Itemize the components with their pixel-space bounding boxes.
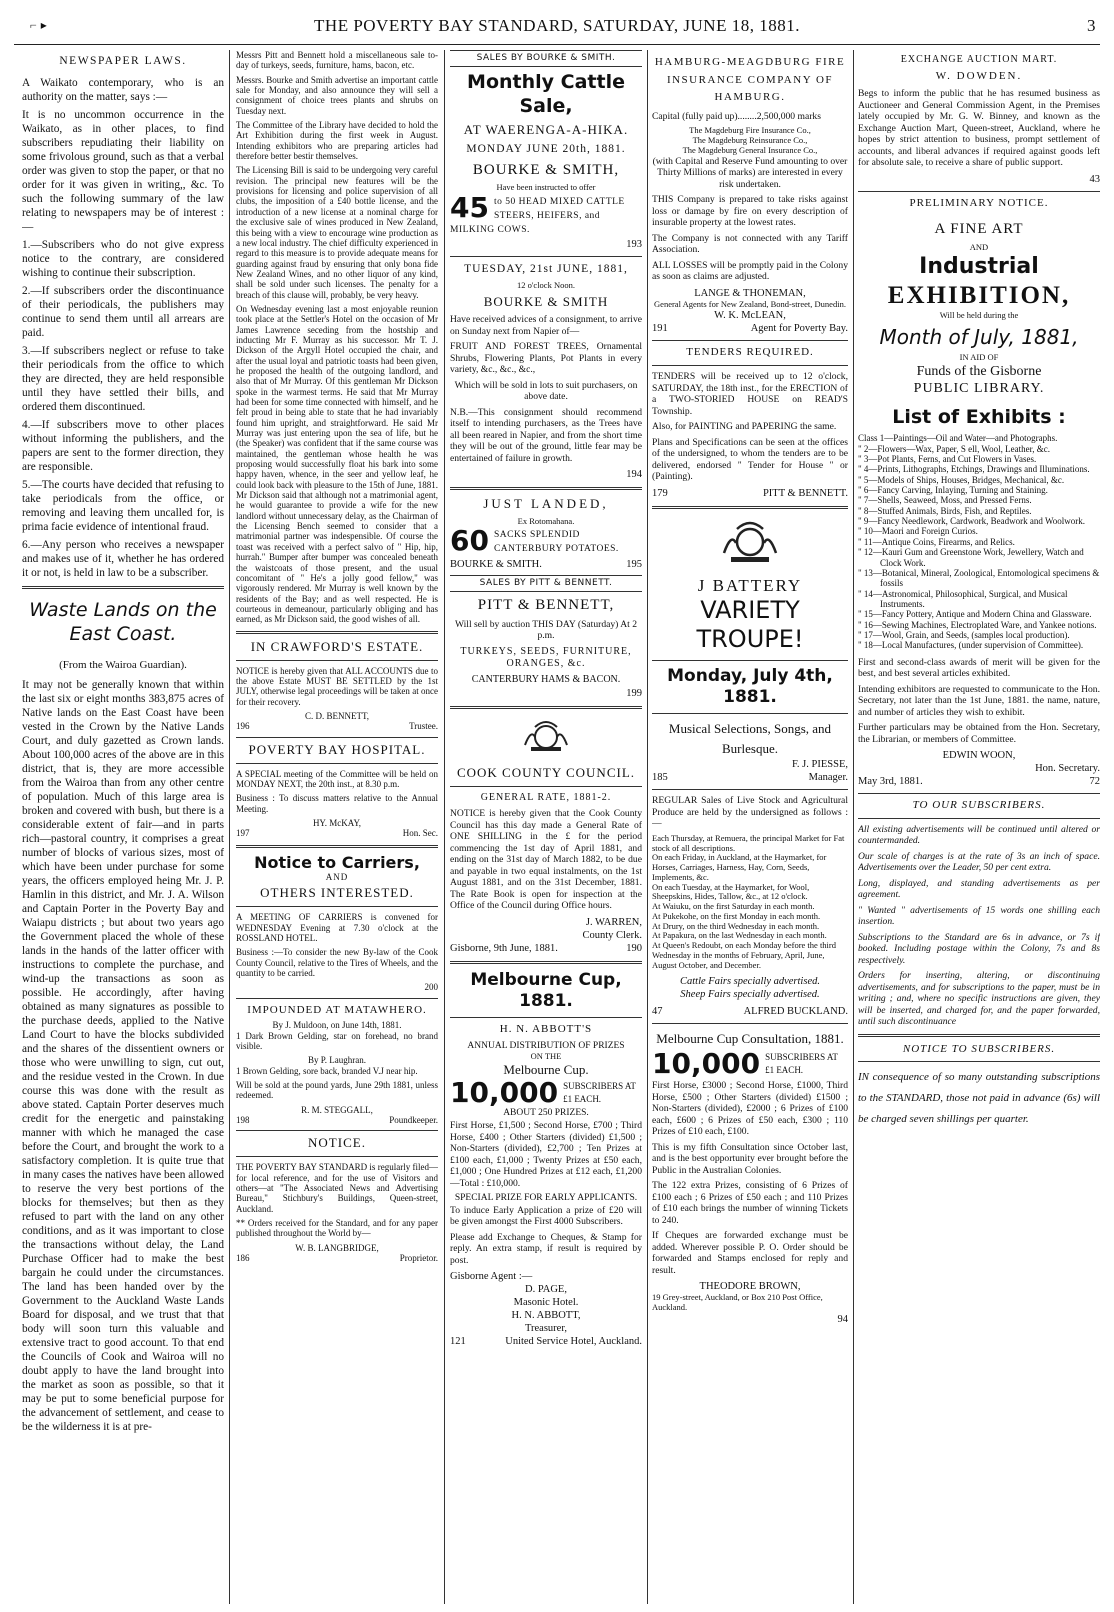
dowden-body: Begs to inform the public that he has resumed business as Auctioneer and General Commission Agent, in the Premises lately occupied by Mr. G. W. Binney, and known as the Exchange Auction Mart, Queen-street, Auckland, where he hopes by strict attention to business, prompt settlement of accounts, and liberal advances if required against goods left for absolute sale, to receive a share of public support. (858, 88, 1100, 169)
auctioneer-name: ALFRED BUCKLAND. (743, 1005, 848, 1017)
exhibit-class: " 18—Local Manufactures, (under supervision of Committee). (858, 640, 1084, 651)
ad-number: 72 (1089, 776, 1100, 788)
cattle-sale-location: AT WAERENGA-A-HIKA. (463, 122, 629, 138)
annual-distribution: ANNUAL DISTRIBUTION OF PRIZES (467, 1040, 625, 1051)
impounded-sale: Will be sold at the pound yards, June 29th 1881, unless redeemed. (236, 1080, 438, 1101)
list-of-exhibits: List of Exhibits : (892, 405, 1066, 428)
law-rule-6: 6.—Any person who receives a newspaper and makes use of it, whether he has ordered it or not, is held in law to be a subscriber. (22, 539, 224, 580)
exhibit-class: " 11—Antique Coins, Firearms, and Relics. (858, 536, 1015, 547)
cattle-count: 45 (450, 194, 489, 224)
divider (652, 713, 848, 714)
sale-schedule-item: On each Friday, in Auckland, at the Haymarket, for Horses, Carriages, Harness, Hay, Corn, Seeds, Implements, &c. (652, 852, 827, 882)
tuesday-date: TUESDAY, 21st JUNE, 1881, (464, 263, 628, 276)
treasurer-name: H. N. ABBOTT, (511, 1310, 581, 1322)
divider (236, 1130, 438, 1131)
carriers-and: AND (325, 871, 349, 882)
masthead (14, 16, 1100, 46)
waste-lands-body: It may not be generally known that within the last six or eight months 383,875 acres of Native lands on the East Coast have been vested in the Crown by the Native Lands Court, and duly gazetted as Crown lands. About 100,000 acres of the above are in this district, that is, they are more accessible from the Wairoa than from any other centre of population. Much of this large area is broken and covered with bush, but there is a considerable extent of fair—and in parts rich—pastoral country, it comprises a great number of blocks of various sizes, most of which have been under purchase for some years, the officers employed heing Mr. J. P. Hamlin in this district, and Mr. J. A. Wilson and Captain Porter in the Poverty Bay and Waiapu districts ; but about two years ago the Government placed the whole of these lands in the hands of the latter officer with instructions to complete the purchase, and wind-up the transactions as soon as possible. He accordingly, after having obtained as many signatures as possible to the purchase deeds, applied to the Native Land Court to have the blocks subdivided and the shares of the dissentient owners or those who were unwilling to sign, cut out, and the residue vested in the Crown. In due course this was done with the result as above stated. Captain Porter deserves much credit for the energetic and painstaking manner with which he managed the case before the Court, and brought the work to a satisfactory completion. It is quite true that in many cases the natives have been allowed to reserve the very best portions of the blocks for themselves; but then as they refused to part with the land on any other conditions, and as it was important to close the transactions without delay, the Land Purchase Officer had to make the best bargain he could under the circumstances. The land has been handed over by the Government to the Auckland Waste Lands Board for disposal, and we trust that that body will soon turn this valuable and extensive tract to good account. To that end the Councils of Cook and Wairoa will no doubt apply to have the land brought into the market as soon as possible, so that it may be put to some beneficial purpose for the advancement of settlement, and cease to be the wilderness it is at pre- (22, 679, 224, 1434)
subscriber-count: 10,000 (450, 1080, 559, 1107)
waste-lands-source: (From the Wairoa Guardian). (59, 658, 187, 671)
ad-number: 185 (652, 772, 668, 784)
impounded-item: 1 Brown Gelding, sore back, branded V.J near hip. (236, 1065, 418, 1076)
manager-name: F. J. PIESSE, (791, 759, 848, 771)
divider (652, 789, 848, 790)
page-number: 3 (1087, 16, 1096, 35)
divider (236, 737, 438, 738)
terms-item: Subscriptions to the Standard are 6s in advance, or 7s if booked. Including postage within the Colony, 7s and 8s respectively. (858, 931, 1100, 966)
royal-crest-icon (450, 715, 642, 759)
to-our-subscribers: TO OUR SUBSCRIBERS. (912, 799, 1046, 812)
and-text: AND (969, 241, 989, 252)
column-4 (652, 50, 848, 1604)
cattle-description: to 50 HEAD MIXED CATTLE STEERS, HEIFERS, and MILKING COWS. (450, 196, 625, 235)
auctioneer-name: PITT & BENNETT, (477, 597, 615, 613)
fine-art: A FINE ART (934, 221, 1024, 238)
agent-name: D. PAGE, (525, 1284, 567, 1296)
tenders-painting: Also, for PAINTING and PAPERING the same. (652, 421, 837, 433)
news-item: Messrs. Bourke and Smith advertise an important cattle sale for Monday, and also announce they will sell a consignment of choice trees plants and shrubs on Tuesday next. (236, 74, 438, 116)
on-the: ON THE (530, 1051, 562, 1062)
exhibit-class: " 6—Fancy Carving, Inlaying, Turning and Staining. (858, 485, 1048, 496)
agent-hotel: Masonic Hotel. (513, 1297, 579, 1309)
divider (236, 906, 438, 907)
exhibit-class: " 10—Maori and Foreign Curios. (858, 526, 978, 537)
ad-number: 94 (837, 1313, 848, 1325)
sale-schedule-item: At Pukekohe, on the first Monday in each month. (652, 910, 821, 921)
magdeburg-company: The Magdeburg Reinsurance Co., (692, 135, 808, 146)
news-item: Messrs Pitt and Bennett hold a miscellaneous sale to-day of turkeys, seeds, furniture, hams, bacon, etc. (236, 50, 438, 71)
council-heading: COOK COUNTY COUNCIL. (456, 764, 636, 780)
masthead-rule (14, 44, 1100, 45)
impounded-heading: IMPOUNDED AT MATAWHERO. (247, 1003, 427, 1016)
exhibit-class: " 16—Sewing Machines, Electroplated Ware, and Yankee notions. (858, 619, 1097, 630)
impounded-signature: R. M. STEGGALL, (301, 1104, 373, 1115)
subscribers-text: SUBSCRIBERS AT £1 EACH. (765, 1052, 838, 1076)
divider (652, 1023, 848, 1024)
treasurer-hotel: United Service Hotel, Auckland. (505, 1336, 642, 1348)
auctioneer-name: BOURKE & SMITH. (450, 558, 542, 570)
masthead-title: THE POVERTY BAY STANDARD, SATURDAY, JUNE 18, 1881. (314, 16, 800, 35)
in-aid-of: IN AID OF (959, 352, 999, 363)
prize-list: First Horse, £1,500 ; Second Horse, £700 ; Third Horse, £400 ; Other Starters (divided) £1,500 ; Non-Starters (divided), £2,700 ; Ten Prizes at £100 each, £1,000 ; Twenty Prizes at £50 each, £1,000 ; One Hundred Prizes at £12 each, £1,200—Total : £10,000. (450, 1120, 642, 1189)
sale-schedule-item: Each Thursday, at Remuera, the principal Market for Fat stock of all descriptions. (652, 832, 845, 853)
ad-number: 186 (236, 1253, 250, 1264)
exhibit-class: " 5—Models of Ships, Houses, Bridges, Mechanical, &c. (858, 474, 1065, 485)
crawford-heading: IN CRAWFORD'S ESTATE. (250, 638, 424, 654)
signature-role: Poundkeeper. (389, 1115, 438, 1126)
terms-item: Orders for inserting, altering, or discontinuing advertisements, and for subscriptions to the paper, must be in writing ; and, where no specific instructions are given, they will be inserted, and charged for, and the paper forwarded, until such discontinuance (858, 970, 1100, 1028)
news-item: The Committee of the Library have decided to hold the Art Exhibition during the first week in August. Intending exhibitors who are preparing articles had therefore better bestir themselves. (236, 120, 438, 162)
auction-time: Will sell by auction THIS DAY (Saturday) At 2 p.m. (454, 618, 638, 642)
sale-schedule-item: At Papakura, on the last Wednesday in each month. (652, 930, 827, 941)
month-title: Month of July, 1881, (879, 324, 1079, 349)
news-item: The Licensing Bill is said to be undergoing very careful revision. The principal new features will be the provisions for licensing and police supervision of all clubs, the imposition of a £40 bottle license, and the introduction of a new license at a nominal charge for the exclusive sale of wines produced in New Zealand, this being with a view to encourage wine production as a new local industry. The chief difficulty experienced in regard to this measure is to provide adequate means for guarding against fraud by ensuring that only bona fide New Zealand Wines, and no other liquor of any kind, shall be sold under such licenses. The penalty for a breach of this clause will, probably, be very heavy. (236, 165, 438, 300)
ad-number: 179 (652, 487, 668, 499)
divider (450, 256, 642, 257)
impounded-by: By P. Laughran. (308, 1055, 366, 1066)
tenders-heading: TENDERS REQUIRED. (686, 346, 814, 359)
local-agent-name: W. K. McLEAN, (714, 310, 786, 322)
ad-number: 196 (236, 721, 250, 732)
hospital-business: Business : To discuss matters relative to the Annual Meeting. (236, 793, 438, 814)
law-rule-4: 4.—If subscribers move to other places without informing the publishers, and the papers are sent to the former direction, they are responsible. (22, 419, 224, 474)
rate-body: NOTICE is hereby given that the Cook County Council has this day made a General Rate of ONE SHILLING in the £ for the period commencing the 1st day of April 1881, and ending on the 31st day of March 1882, to be due and payable in two equal instalments, on the 1st August 1881, and on the 31st December, 1881. The Rate Book is open for inspection at the Office of the Council during Office hours. (450, 808, 642, 912)
exhibit-class: " 13—Botanical, Mineral, Zoological, Entomological specimens & fossils (858, 567, 1100, 589)
divider (236, 998, 438, 999)
prize-list: First Horse, £3000 ; Second Horse, £1000, Third Horse, £500 ; Other Starters (divided) £1500 ; Non-Starters (divided), £2000 ; 6 Prizes of £100 each, £600 ; 6 Prizes of £50 each, £300 ; 110 Prizes of £10 each, £100. (652, 1080, 848, 1138)
potatoes-description: SACKS SPLENDID CANTERBURY POTATOES. (493, 530, 619, 555)
guarantee-text: (with Capital and Reserve Fund amounting to over Thirty Millions of marks) are interested in every risk undertaken. (652, 155, 848, 190)
notice-signature: W. B. LANGBRIDGE, (295, 1242, 379, 1253)
exhibit-class: Class 1—Paintings—Oil and Water—and Photographs. (858, 433, 1058, 444)
subscribers-text: SUBSCRIBERS AT £1 EACH. (563, 1081, 636, 1105)
cattle-sale-title: Monthly Cattle Sale, (467, 71, 625, 117)
exhibit-class: " 7—Shells, Seaweed, Moss, and Pressed Ferns. (858, 495, 1032, 506)
noon: 12 o'clock Noon. (517, 279, 575, 290)
corner-marks: ⌐ ▸ (30, 18, 48, 32)
column-5 (858, 50, 1100, 1604)
melbourne-cup-line: Melbourne Cup. (503, 1062, 589, 1078)
ship-name: Ex Rotomahana. (517, 515, 575, 526)
exhibit-class: " 17—Wool, Grain, and Seeds, (samples local production). (858, 629, 1070, 640)
cattle-fairs: Cattle Fairs specially advertised. (680, 975, 820, 987)
crawford-signature: C. D. BENNETT, (304, 710, 370, 721)
variety-troupe-title: VARIETY TROUPE! (696, 595, 804, 654)
ad-number: 193 (626, 239, 642, 251)
further-text: Further particulars may be obtained from the Hon. Secretary, the Librarian, or members of Committee. (858, 722, 1100, 745)
divider (236, 763, 438, 764)
exhibit-class: " 3—Pot Plants, Ferns, and Cut Flowers in Vases. (858, 454, 1037, 465)
divider (450, 961, 642, 964)
treasurer-role: Treasurer, (524, 1323, 568, 1335)
signature-role: Hon. Sec. (402, 828, 438, 839)
local-agent-role: Agent for Poverty Bay. (750, 323, 848, 335)
crawford-body: NOTICE is hereby given that ALL ACCOUNTS due to the above Estate MUST BE SETTLED by the 1st JULY, otherwise legal proceedings will be taken at once for their recovery. (236, 665, 438, 707)
exchange-heading: EXCHANGE AUCTION MART. (900, 54, 1058, 65)
held-text: Will be held during the (939, 309, 1019, 320)
hospital-signature: HY. McKAY, (312, 817, 362, 828)
exhibit-class: " 15—Fancy Pottery, Antique and Modern China and Glassware. (858, 609, 1092, 620)
law-rule-1: 1.—Subscribers who do not give express notice to the contrary, are considered wishing to continue their subscription. (22, 239, 224, 280)
column-3 (450, 50, 642, 1604)
divider (450, 487, 642, 490)
divider (652, 365, 848, 366)
sales-heading: SALES BY BOURKE & SMITH. (450, 50, 642, 67)
funds-title: Funds of the Gisborne (916, 364, 1042, 380)
newspaper-laws-heading: NEWSPAPER LAWS. (59, 55, 187, 67)
column-divider (444, 50, 445, 1604)
auctioneer-name: BOURKE & SMITH (483, 294, 609, 310)
divider (236, 660, 438, 661)
battery-title: J BATTERY (697, 575, 803, 595)
ad-number: 197 (236, 828, 250, 839)
ad-number: 195 (626, 558, 642, 570)
special-prize: SPECIAL PRIZE FOR EARLY APPLICANTS. (454, 1193, 638, 1204)
exhibit-class: " 12—Kauri Gum and Greenstone Work, Jewellery, Watch and Clock Work. (858, 547, 1084, 568)
news-item: On Wednesday evening last a most enjoyable reunion took place at the Settler's Hotel on the occasion of Mr James Lawrence seceding from the hostship and inducting Mr F. Murray as his successor. Mr T. J. Dickson of the Argyll Hotel occupied the chair, and after the usual loyal and patriotic toasts had been given, he proposed the health of the outgoing landlord, and also that of Mr Murray. Of this gentleman Mr Dickson spoke in the warmest terms. He said that Mr Murray had been for some time connected with himself, and he felt proud in being able to state that he had invariably found him upright, and straightforward. He said Mr Murray was just entering upon the sea of life, but he (the Speaker) was confident that if the same course was maintained, the gentleman whose health he was proposing would successfully float his bark into some happy haven, whence, in the seer and yellow leaf, he could look back with pleasure to the 15th of June, 1881. Mr Dickson said that although not a matrimonial agent, he would guarantee to provide a wife for the new landlord without unnecessary delay, as the Chairman of the Licensing Bench seemed to consider that a matrimonial partner was indespensible. Of course the toast was received with a perfect salvo of " Hip, hip, hurrah." Bumper after bumper was concealed beneath the waistcoats of those present, and the usual concomitant of " He's a jolly good fellow," was vigorously rendered. Mr Murray is well known by the residents of the Bay; and as well respected. He is courteous in demeanour, particularly obliging and has earned, as Mr Dickson said, the good wishes of all. (236, 303, 438, 625)
sale-schedule-item: At Drury, on the third Wednesday in each month. (652, 920, 820, 931)
cattle-sale-date: MONDAY JUNE 20th, 1881. (466, 143, 626, 156)
tenders-body: TENDERS will be received up to 12 o'clock, SATURDAY, the 18th inst., for the ERECTION of a TWO-STORIED HOUSE on READ'S Township. (652, 371, 848, 417)
consignment-body: Have received advices of a consignment, to arrive on Sunday next from Napier of— (450, 314, 642, 337)
ad-number: 199 (626, 687, 642, 699)
divider (858, 191, 1100, 192)
ad-number: 121 (450, 1336, 466, 1348)
divider (450, 706, 642, 709)
auctioneer-name: BOURKE & SMITH, (472, 161, 620, 178)
divider (652, 660, 848, 661)
hospital-body: A SPECIAL meeting of the Committee will be held on MONDAY NEXT, the 20th inst., at 8.30 p.m. (236, 768, 438, 789)
divider (652, 506, 848, 509)
promoter-address: 19 Grey-street, Auckland, or Box 210 Post Office, Auckland. (652, 1292, 823, 1312)
agent-label: Gisborne Agent :— (450, 1271, 533, 1283)
law-rule-3: 3.—If subscribers neglect or refuse to take their periodicals from the office to which they are directed, they are held responsible until they have settled their bills, and ordered them discontinued. (22, 345, 224, 414)
ad-number: 200 (424, 982, 438, 993)
carriers-subheading: OTHERS INTERESTED. (260, 885, 414, 901)
performance-date: Monday, July 4th, 1881. (667, 666, 833, 708)
fruit-trees: FRUIT AND FOREST TREES, Ornamental Shrubs, Flowering Plants, Pot Plants in every variety, &c., &c., &c., (450, 341, 642, 376)
hams-line: CANTERBURY HAMS & BACON. (471, 674, 621, 686)
magdeburg-company: The Magdeburg General Insurance Co., (682, 144, 818, 155)
library-title: PUBLIC LIBRARY. (913, 381, 1045, 397)
rate-date: Gisborne, 9th June, 1881. (450, 942, 558, 954)
industrial-title: Industrial (919, 253, 1039, 279)
column-divider (853, 50, 854, 1604)
rate-heading: GENERAL RATE, 1881-2. (480, 791, 612, 803)
column-2 (236, 50, 438, 1604)
sale-schedule-item: At Waiuku, on the first Saturday in each month. (652, 901, 815, 912)
cheques-note: If Cheques are forwarded exchange must be added. Wherever possible P. O. Order should be forwarded and Stamps enclosed for reply and result. (652, 1230, 848, 1276)
divider (858, 1034, 1100, 1037)
terms-item: Long, displayed, and standing advertisements as per agreement. (858, 877, 1100, 901)
divider (652, 340, 848, 341)
instruction-text: Have been instructed to offer (496, 182, 596, 193)
ad-number: 191 (652, 323, 668, 335)
law-rule-2: 2.—If subscribers order the discontinuance of their periodicals, the publishers may continue to send them until all arrears are paid. (22, 285, 224, 340)
secretary-name: EDWIN WOON, (942, 750, 1016, 762)
insurance-heading: HAMBURG-MEAGDBURG FIRE INSURANCE COMPANY OF HAMBURG. (654, 56, 846, 104)
notice-to-subscribers: NOTICE TO SUBSCRIBERS. (902, 1042, 1056, 1055)
notice-heading: NOTICE. (308, 1135, 366, 1151)
impounded-item: 1 Dark Brown Gelding, star on forehead, no brand visible. (236, 1030, 438, 1051)
sheep-fairs: Sheep Fairs specially advertised. (680, 988, 820, 1000)
article-paragraph: It is no uncommon occurrence in the Waikato, as in other places, to find subscribers repudiating their liability on some frivolous ground, such as that a verbal order was given to stop the paper, or that no order for it was given in writing,, &c. To such the following summary of the law relating to newspapers may be of interest :— (22, 109, 224, 234)
capital-line: Capital (fully paid up)........2,500,000 marks (652, 110, 821, 122)
divider (236, 631, 438, 634)
exhibit-class: " 14—Astronomical, Philosophical, Surgical, and Musical Instruments. (858, 588, 1068, 609)
ad-number: 190 (626, 942, 642, 954)
waste-lands-title: Waste Lands on the East Coast. (29, 599, 217, 645)
notice-subscribers-body: IN consequence of so many outstanding subscriptions to the STANDARD, those not paid in advance (6s) will be charged seven shillings per quarter. (858, 1071, 1100, 1126)
preliminary-notice: PRELIMINARY NOTICE. (909, 196, 1049, 209)
exhibit-class: " 8—Stuffed Animals, Birds, Fish, and Reptiles. (858, 505, 1032, 516)
column-divider (647, 50, 648, 1604)
tariff-text: The Company is not connected with any Tariff Association. (652, 232, 848, 256)
hospital-heading: POVERTY BAY HOSPITAL. (248, 741, 426, 757)
carriers-body: A MEETING OF CARRIERS is convened for WEDNESDAY Evening at 7.30 o'clock at the ROSSLAND HOTEL. (236, 912, 438, 943)
magdeburg-company: The Magdeburg Fire Insurance Co., (689, 125, 811, 136)
losses-text: ALL LOSSES will be promptly paid in the Colony as soon as claims are adjusted. (652, 259, 848, 283)
clerk-role: County Clerk. (582, 929, 642, 941)
extra-prizes: The 122 extra Prizes, consisting of 6 Prizes of £100 each ; 6 Prizes of £50 each ; and 110 Prizes of £10 each brings the number of winning Tickets to 240. (652, 1180, 848, 1226)
clerk-name: J. WARREN, (585, 916, 642, 928)
column-1 (22, 50, 224, 1604)
melbourne-cup-title: Melbourne Cup, 1881. (470, 969, 622, 1011)
nota-bene: N.B.—This consignment should recommend itself to intending purchasers, as the Trees have all been reared in Napier, and from the short time they will be out of the ground, little fear may be entertained of failure in growth. (450, 406, 642, 464)
column-divider (229, 50, 230, 1604)
impounded-by: By J. Muldoon, on June 14th, 1881. (272, 1020, 402, 1031)
divider (858, 818, 1100, 819)
dowden-name: W. DOWDEN. (935, 70, 1023, 83)
ad-number: 43 (1089, 173, 1100, 185)
signature-role: Trustee. (409, 721, 438, 732)
induce-text: To induce Early Application a prize of £20 will be given amongst the First 4000 Subscribers. (450, 1204, 642, 1228)
notice-date: May 3rd, 1881. (858, 776, 923, 788)
sales-heading: SALES BY PITT & BENNETT. (450, 575, 642, 592)
awards-text: First and second-class awards of merit will be given for the best, and best several articles exhibited. (858, 656, 1100, 680)
tenders-plans: Plans and Specifications can be seen at the offices of the undersigned, to whom the tenders are to be delivered, endorsed " Tender for House " or (Painting). (652, 436, 848, 483)
royal-crest-icon (652, 515, 848, 569)
abbott-name: H. N. ABBOTT'S (499, 1023, 593, 1035)
divider (450, 786, 642, 787)
turkeys-line: TURKEYS, SEEDS, FURNITURE, ORANGES, &c. (460, 645, 632, 669)
law-rule-5: 5.—The courts have decided that refusing to take periodicals from the office, or removing and leaving them uncalled for, is prima facie evidence of intentional fraud. (22, 479, 224, 534)
consultation-title: Melbourne Cup Consultation, 1881. (656, 1030, 844, 1046)
regular-sales: REGULAR Sales of Live Stock and Agricultural Produce are held by the undersigned as follows :— (652, 795, 848, 830)
carriers-business: Business :—To consider the new By-law of the Cook County Council, relative to the Tires of Wheels, and the quantity to be carried. (236, 947, 438, 978)
secretary-role: Hon. Secretary. (1035, 763, 1100, 775)
exhibit-classes (858, 433, 1100, 650)
notice-body: THE POVERTY BAY STANDARD is regularly filed—for local reference, and for the use of Visitors and others—at "The Associated News and Advertising Bureau," Stichbury's Buildings, Queen-street, Auckland. (236, 1162, 438, 1214)
sack-count: 60 (450, 528, 489, 556)
about-prizes: ABOUT 250 PRIZES. (503, 1108, 589, 1119)
divider (22, 586, 224, 589)
ad-number: 198 (236, 1115, 250, 1126)
subscriber-count: 10,000 (652, 1051, 761, 1078)
ad-number: 194 (626, 469, 642, 481)
terms-item: Our scale of charges is at the rate of 3s an inch of space. Advertisements over the Leader, 50 per cent extra. (858, 850, 1100, 874)
exhibit-class: " 4—Prints, Lithographs, Etchings, Drawings and Illuminations. (858, 464, 1090, 475)
promoter-name: THEODORE BROWN, (699, 1281, 801, 1293)
carriers-heading: Notice to Carriers, (254, 852, 420, 872)
exhibit-class: " 9—Fancy Needlework, Cardwork, Beadwork and Woolwork. (858, 516, 1085, 527)
divider (450, 1017, 642, 1018)
performance-description: Musical Selections, Songs, and Burlesque. (668, 721, 832, 756)
exhibit-class: " 2—Flowers—Wax, Paper, S ell, Wool, Leather, &c. (858, 443, 1051, 454)
notice-body: ** Orders received for the Standard, and for any paper published throughout the World by— (236, 1218, 438, 1239)
divider (858, 793, 1100, 794)
divider (236, 845, 438, 848)
sale-schedule-item: On each Tuesday, at the Haymarket, for Wool, Sheepskins, Hides, Tallow, &c., at 12 o'clock. (652, 881, 810, 902)
terms-item: All existing advertisements will be continued until altered or countermanded. (858, 823, 1100, 847)
exchange-text: Please add Exchange to Cheques, & Stamp for reply. An extra stamp, if result is required by post. (450, 1231, 642, 1266)
divider (236, 1156, 438, 1157)
exhibition-title: EXHIBITION, (887, 281, 1071, 309)
intending-text: Intending exhibitors are requested to communicate to the Hon. Secretary, not later than the 1st June, 1881. the name, nature, and number of articles they wish to exhibit. (858, 683, 1100, 718)
company-risks: THIS Company is prepared to take risks against loss or damage by fire on every description of insurable property at the lowest rates. (652, 194, 848, 229)
agents-name: LANGE & THONEMAN, (694, 287, 806, 299)
signature-role: Proprietor. (399, 1253, 438, 1264)
just-landed: JUST LANDED, (483, 496, 609, 512)
article-paragraph: A Waikato contemporary, who is an authority on the matter, says :— (22, 77, 224, 104)
lots-text: Which will be sold in lots to suit purchasers, on above date. (454, 379, 638, 403)
ad-number: 47 (652, 1005, 663, 1017)
tenders-signature: PITT & BENNETT. (762, 487, 848, 499)
manager-role: Manager. (808, 772, 848, 784)
sale-schedule-item: At Queen's Redoubt, on each Monday before the third Wednesday in the months of February, April, June, August October, and December. (652, 940, 836, 970)
terms-item: " Wanted " advertisements of 15 words one shilling each insertion. (858, 904, 1100, 928)
consultation-note: This is my fifth Consultation since October last, and is the best opportunity ever brought before the Public in the Australian Colonies. (652, 1141, 848, 1176)
divider (858, 1061, 1100, 1062)
agents-address: General Agents for New Zealand, Bond-street, Dunedin. (654, 298, 846, 309)
